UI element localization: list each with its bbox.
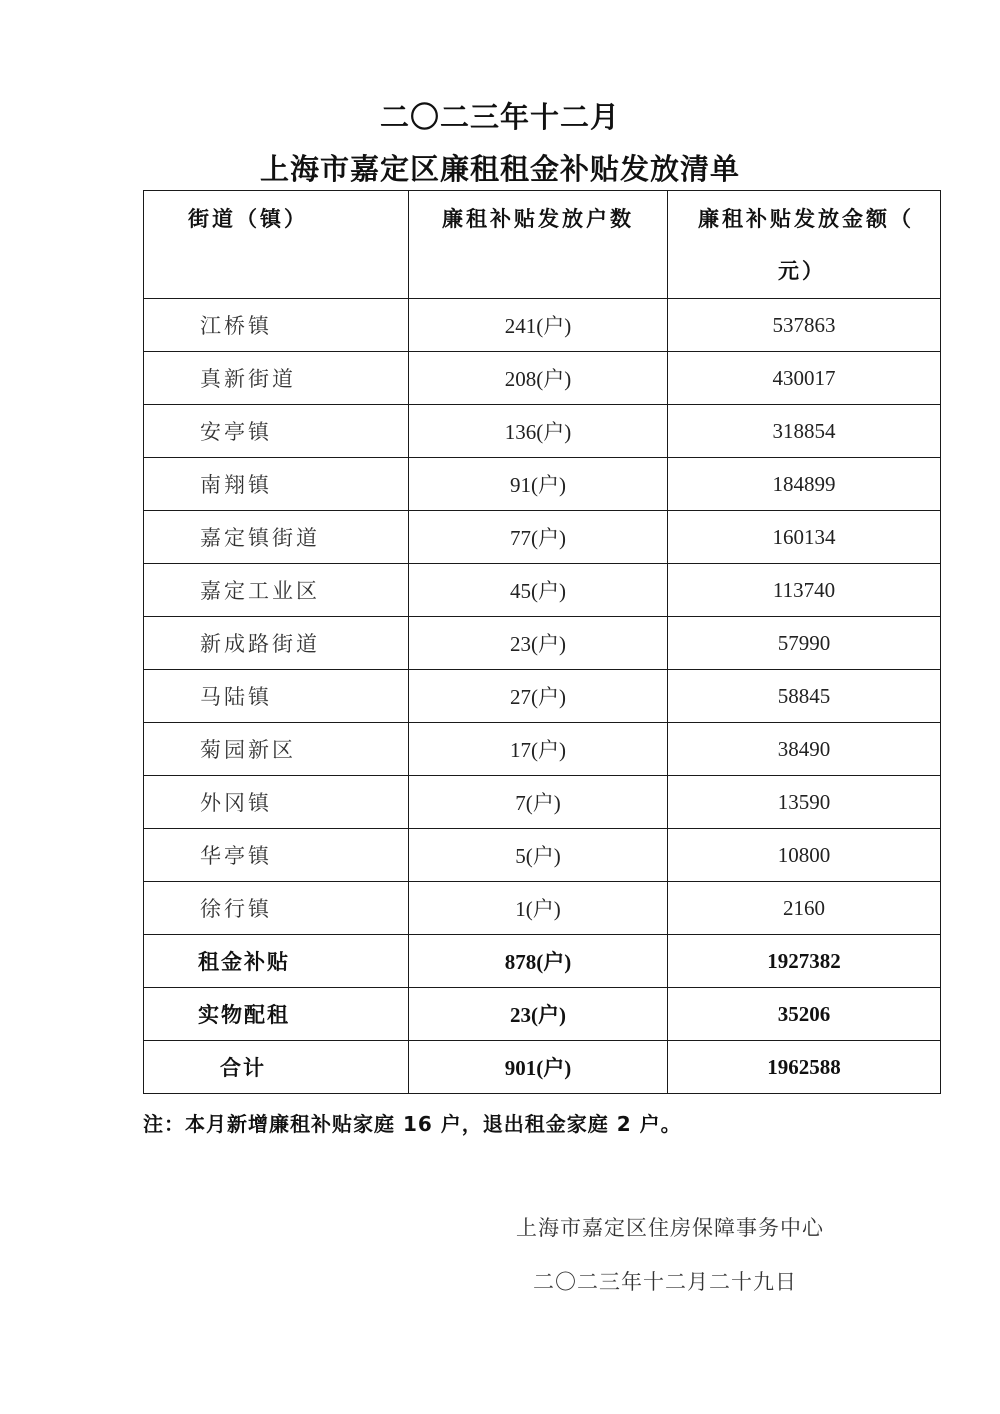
amount-cell: 160134 bbox=[668, 511, 941, 564]
amount-cell: 57990 bbox=[668, 617, 941, 670]
table-header-row bbox=[144, 191, 941, 299]
amount-cell: 430017 bbox=[668, 352, 941, 405]
district-name-cell: 合计 bbox=[144, 1041, 409, 1094]
summary-row bbox=[144, 1041, 941, 1094]
households-cell: 878(户) bbox=[409, 935, 668, 988]
district-name-cell: 嘉定镇街道 bbox=[144, 511, 409, 564]
district-name-cell: 江桥镇 bbox=[144, 299, 409, 352]
district-name-cell: 华亭镇 bbox=[144, 829, 409, 882]
households-cell: 901(户) bbox=[409, 1041, 668, 1094]
district-name-cell: 嘉定工业区 bbox=[144, 564, 409, 617]
subsidy-table bbox=[143, 190, 941, 1094]
households-cell: 45(户) bbox=[409, 564, 668, 617]
amount-cell: 38490 bbox=[668, 723, 941, 776]
amount-cell: 1962588 bbox=[668, 1041, 941, 1094]
amount-cell: 58845 bbox=[668, 670, 941, 723]
table-row bbox=[144, 352, 941, 405]
header-amount-line1: 廉租补贴发放金额（ bbox=[698, 207, 914, 231]
households-cell: 23(户) bbox=[409, 988, 668, 1041]
amount-cell: 35206 bbox=[668, 988, 941, 1041]
table-row bbox=[144, 723, 941, 776]
amount-cell: 10800 bbox=[668, 829, 941, 882]
households-cell: 27(户) bbox=[409, 670, 668, 723]
district-name-cell: 外冈镇 bbox=[144, 776, 409, 829]
households-cell: 17(户) bbox=[409, 723, 668, 776]
footnote: 注：本月新增廉租补贴家庭 16 户，退出租金家庭 2 户。 bbox=[143, 1112, 682, 1136]
table-row bbox=[144, 458, 941, 511]
amount-cell: 1927382 bbox=[668, 935, 941, 988]
header-district: 街道（镇） bbox=[144, 191, 409, 299]
table-row bbox=[144, 299, 941, 352]
table-body bbox=[144, 299, 941, 1094]
households-cell: 136(户) bbox=[409, 405, 668, 458]
households-cell: 208(户) bbox=[409, 352, 668, 405]
document-title: 上海市嘉定区廉租租金补贴发放清单 bbox=[259, 152, 740, 186]
district-name-cell: 菊园新区 bbox=[144, 723, 409, 776]
households-cell: 5(户) bbox=[409, 829, 668, 882]
amount-cell: 13590 bbox=[668, 776, 941, 829]
amount-cell: 184899 bbox=[668, 458, 941, 511]
table-row bbox=[144, 670, 941, 723]
households-cell: 7(户) bbox=[409, 776, 668, 829]
table-row bbox=[144, 405, 941, 458]
district-name-cell: 租金补贴 bbox=[144, 935, 409, 988]
households-cell: 1(户) bbox=[409, 882, 668, 935]
table-row bbox=[144, 511, 941, 564]
households-cell: 77(户) bbox=[409, 511, 668, 564]
district-name-cell: 真新街道 bbox=[144, 352, 409, 405]
issuing-organization: 上海市嘉定区住房保障事务中心 bbox=[516, 1216, 824, 1240]
district-name-cell: 马陆镇 bbox=[144, 670, 409, 723]
district-name-cell: 新成路街道 bbox=[144, 617, 409, 670]
summary-row bbox=[144, 988, 941, 1041]
amount-cell: 537863 bbox=[668, 299, 941, 352]
amount-cell: 2160 bbox=[668, 882, 941, 935]
amount-cell: 318854 bbox=[668, 405, 941, 458]
table-row bbox=[144, 776, 941, 829]
document-title-date: 二〇二三年十二月 bbox=[379, 100, 620, 134]
header-amount-line2: 元） bbox=[778, 259, 826, 283]
header-households: 廉租补贴发放户数 bbox=[409, 191, 668, 299]
amount-cell: 113740 bbox=[668, 564, 941, 617]
district-name-cell: 南翔镇 bbox=[144, 458, 409, 511]
issue-date: 二〇二三年十二月二十九日 bbox=[533, 1270, 797, 1294]
district-name-cell: 安亭镇 bbox=[144, 405, 409, 458]
district-name-cell: 实物配租 bbox=[144, 988, 409, 1041]
table-row bbox=[144, 882, 941, 935]
table-row bbox=[144, 617, 941, 670]
district-name-cell: 徐行镇 bbox=[144, 882, 409, 935]
households-cell: 91(户) bbox=[409, 458, 668, 511]
summary-row bbox=[144, 935, 941, 988]
households-cell: 241(户) bbox=[409, 299, 668, 352]
households-cell: 23(户) bbox=[409, 617, 668, 670]
table-row bbox=[144, 829, 941, 882]
table-row bbox=[144, 564, 941, 617]
header-amount bbox=[668, 191, 941, 299]
